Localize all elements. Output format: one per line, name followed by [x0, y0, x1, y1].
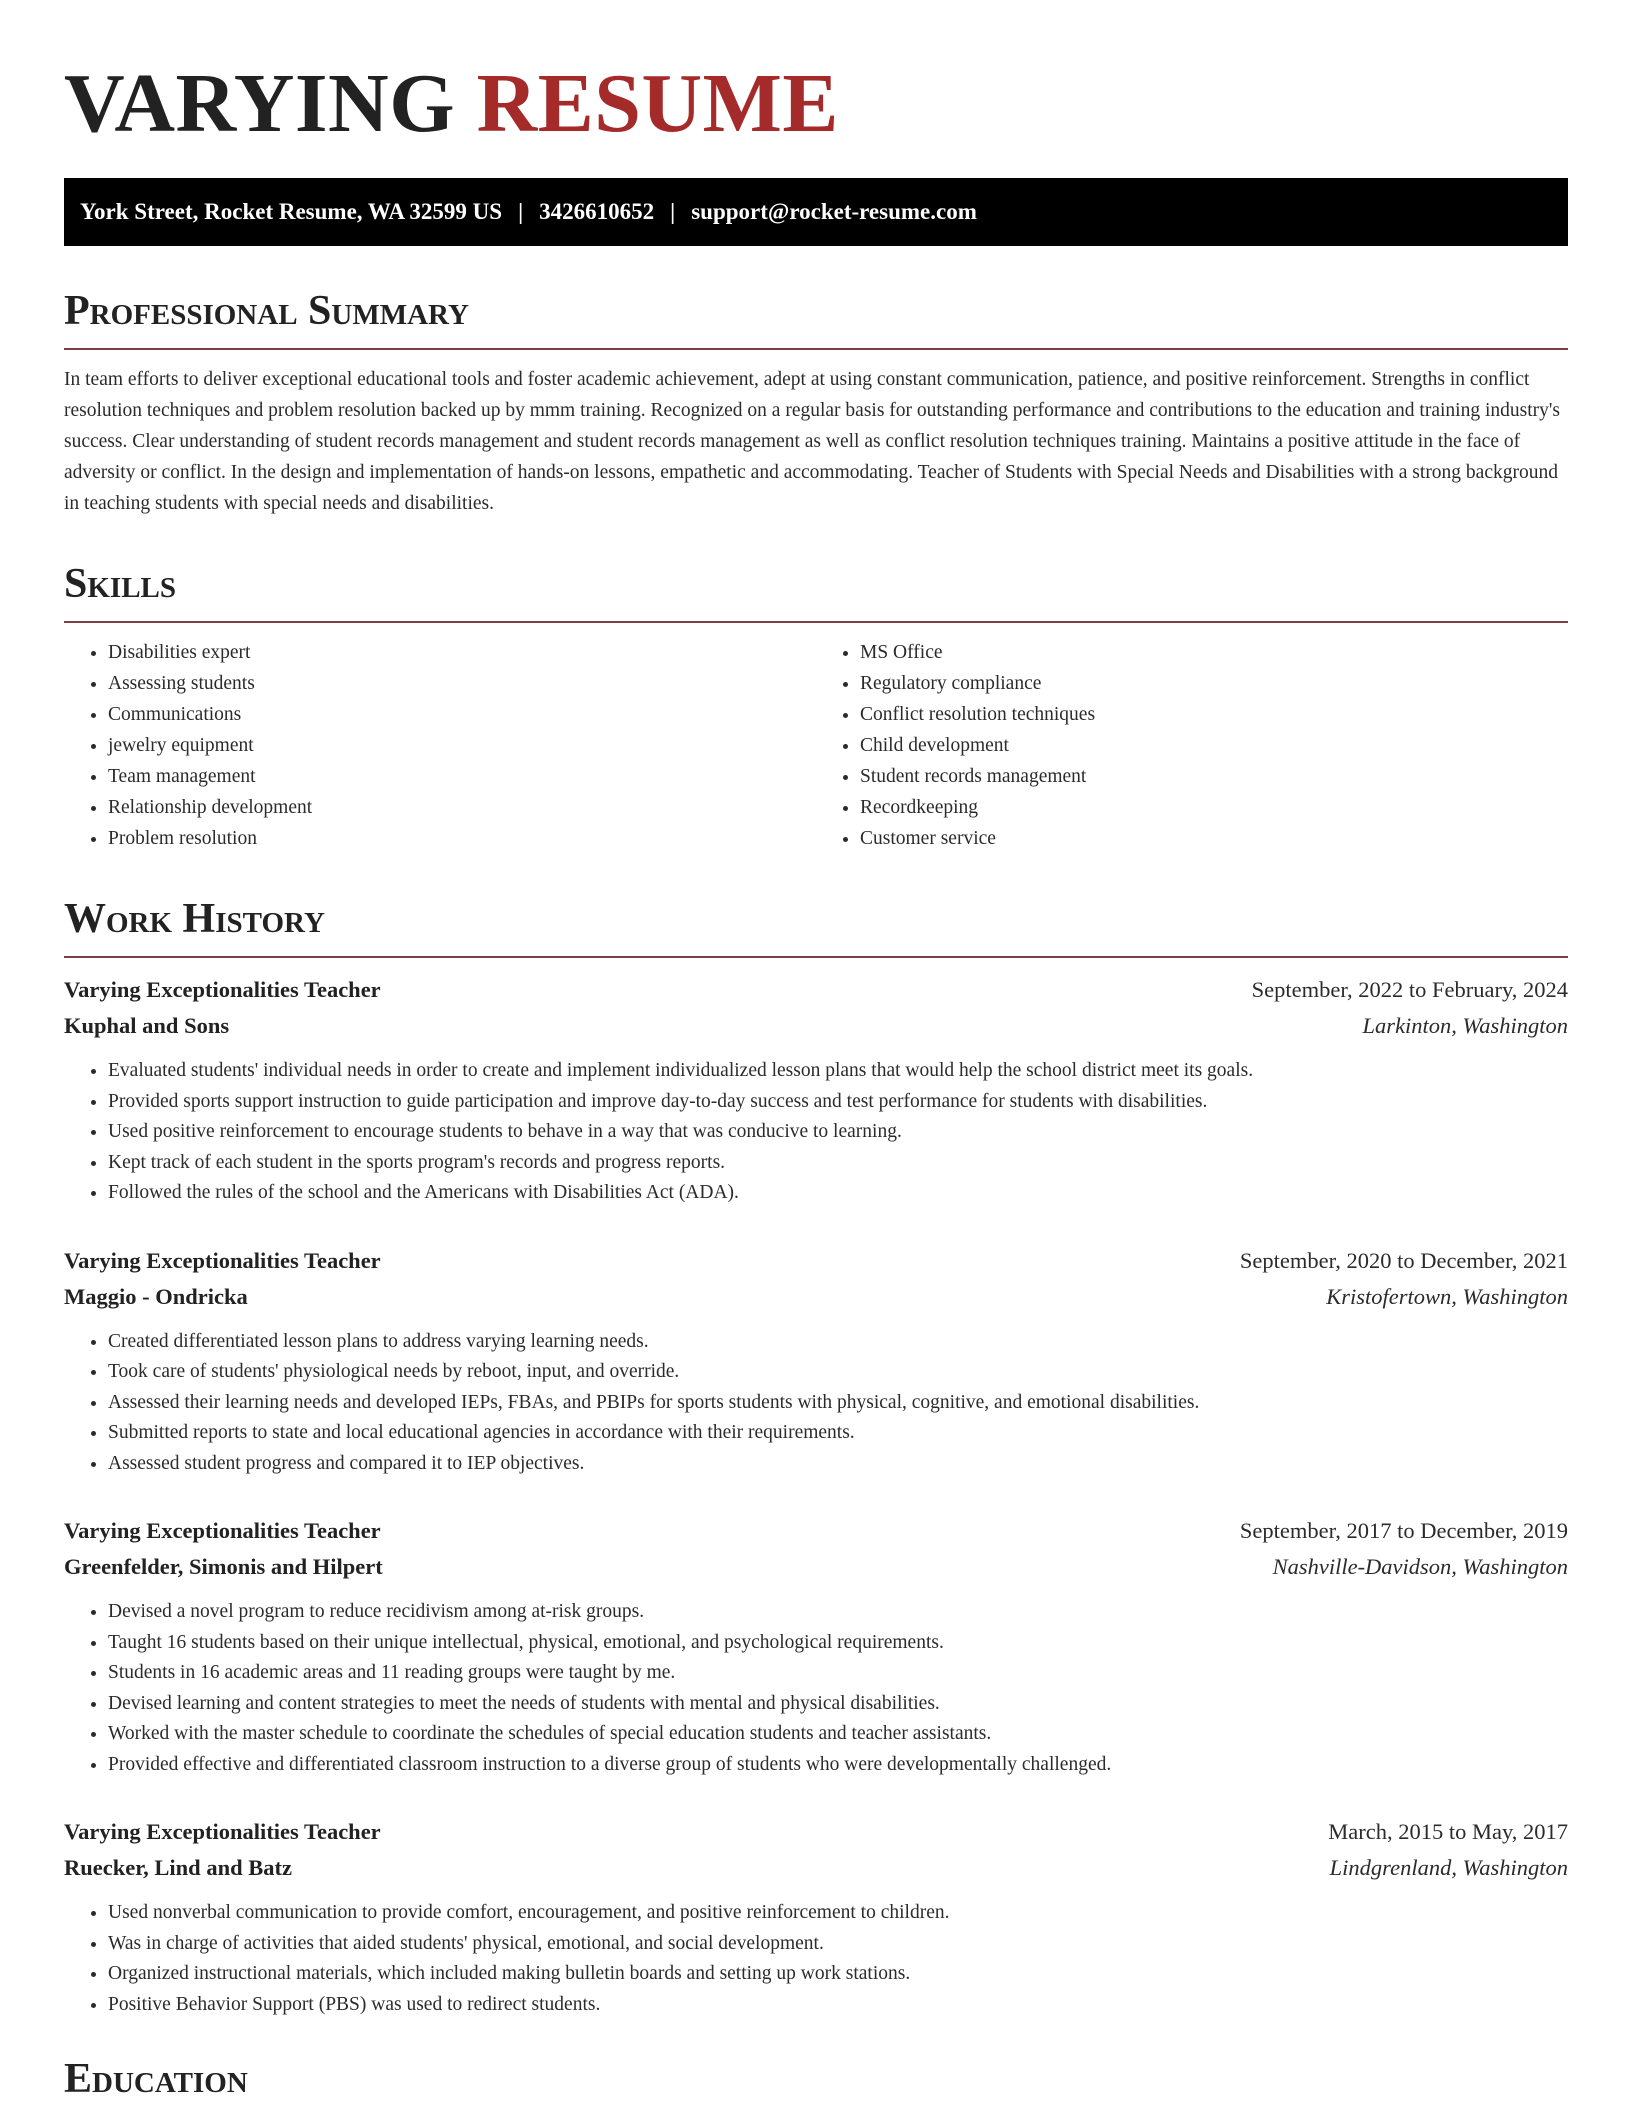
job-bullet: • Students in 16 academic areas and 11 reading groups were taught by me. [108, 1658, 1568, 1689]
job-bullet: • Worked with the master schedule to coordinate the schedules of special education students and teacher assistants. [108, 1719, 1568, 1750]
job-bullets [64, 1327, 1568, 1480]
job-location: Lindgrenland, Washington [1329, 1855, 1568, 1880]
job-header-row [64, 1814, 1568, 1850]
job-bullet: • Created differentiated lesson plans to address varying learning needs. [108, 1327, 1568, 1358]
job-header-row [64, 1243, 1568, 1279]
contact-email: support@rocket-resume.com [691, 199, 977, 224]
job-bullet: • Was in charge of activities that aided students' physical, emotional, and social development. [108, 1929, 1568, 1960]
job-bullet: • Took care of students' physiological needs by reboot, input, and override. [108, 1357, 1568, 1388]
skill-item: • Team management [108, 761, 816, 792]
resume-name [64, 56, 1568, 152]
job-bullet: • Provided effective and differentiated classroom instruction to a diverse group of students who were developmentally challenged. [108, 1750, 1568, 1781]
job-company: Kuphal and Sons [64, 1013, 230, 1038]
skill-item: • jewelry equipment [108, 730, 816, 761]
skill-item: • Relationship development [108, 792, 816, 823]
work-history-section [64, 894, 1568, 2020]
skill-item: • Communications [108, 699, 816, 730]
job-entry [64, 1513, 1568, 1780]
job-title: Varying Exceptionalities Teacher [64, 1819, 381, 1844]
contact-address: York Street, Rocket Resume, WA 32599 US [80, 199, 503, 224]
summary-title: Professional Summary [64, 288, 469, 334]
job-title: Varying Exceptionalities Teacher [64, 1247, 381, 1273]
skill-item: • Problem resolution [108, 823, 816, 854]
job-bullet: • Devised a novel program to reduce recidivism among at-risk groups. [108, 1597, 1568, 1628]
job-company-row [64, 1279, 1568, 1315]
job-bullet: • Positive Behavior Support (PBS) was used to redirect students. [108, 1990, 1568, 2021]
skill-item: • Regulatory compliance [860, 668, 1568, 699]
job-bullet: • Used positive reinforcement to encourage students to behave in a way that was conducive to learning. [108, 1117, 1568, 1148]
job-dates: September, 2017 to December, 2019 [1239, 1518, 1568, 1543]
work-history-title: Work History [64, 896, 325, 942]
job-dates: September, 2020 to December, 2021 [1239, 1247, 1568, 1273]
skill-item: • Assessing students [108, 668, 816, 699]
job-bullet: • Kept track of each student in the sports program's records and progress reports. [108, 1148, 1568, 1179]
job-bullet: • Assessed student progress and compared it to IEP objectives. [108, 1449, 1568, 1480]
education-title: Education [64, 2056, 248, 2102]
skill-item: • MS Office [860, 637, 1568, 668]
skills-columns [64, 637, 1568, 854]
skill-item: • Disabilities expert [108, 637, 816, 668]
summary-text: In team efforts to deliver exceptional educational tools and foster academic achievement, adept at using constant communication, patience, and positive reinforcement. Strengths in conflict resolution techniques and problem resolution backed up by mmm training. Recognized on a regular basis for outstanding performance and contributions to the education and training industry's success. Clear understanding of student records management and student records management as well as conflict resolution techniques training. Maintains a positive attitude in the face of adversity or conflict. In the design and implementation of hands-on lessons, empathetic and accommodating. Teacher of Students with Special Needs and Disabilities with a strong background in teaching students with special needs and disabilities. [64, 369, 1560, 514]
job-bullet: • Followed the rules of the school and the Americans with Disabilities Act (ADA). [108, 1178, 1568, 1209]
job-entry [64, 1243, 1568, 1480]
contact-separator: | [518, 199, 524, 224]
job-company-row [64, 1850, 1568, 1886]
job-company: Ruecker, Lind and Batz [64, 1855, 292, 1880]
skills-list-left [64, 637, 816, 854]
skills-section [64, 559, 1568, 854]
contact-separator: | [670, 199, 676, 224]
job-entry [64, 1814, 1568, 2020]
skill-item: • Conflict resolution techniques [860, 699, 1568, 730]
job-header-row [64, 1513, 1568, 1549]
job-bullet: • Used nonverbal communication to provide comfort, encouragement, and positive reinforcement to children. [108, 1898, 1568, 1929]
contact-bar [64, 178, 1568, 246]
skill-item: • Recordkeeping [860, 792, 1568, 823]
job-location: Larkinton, Washington [1362, 1013, 1568, 1038]
section-divider [64, 621, 1568, 623]
contact-phone: 3426610652 [539, 199, 655, 224]
job-company-row [64, 1549, 1568, 1585]
job-header-row [64, 972, 1568, 1008]
job-bullet: • Assessed their learning needs and developed IEPs, FBAs, and PBIPs for sports students with physical, cognitive, and emotional disabilities. [108, 1388, 1568, 1419]
job-location: Kristofertown, Washington [1326, 1283, 1568, 1309]
last-name: RESUME [476, 57, 839, 150]
job-company-row [64, 1008, 1568, 1044]
job-bullet: • Submitted reports to state and local educational agencies in accordance with their requirements. [108, 1418, 1568, 1449]
job-bullet: • Taught 16 students based on their unique intellectual, physical, emotional, and psychological requirements. [108, 1628, 1568, 1659]
job-bullets [64, 1597, 1568, 1780]
summary-section [64, 286, 1568, 519]
job-bullet: • Evaluated students' individual needs in order to create and implement individualized lesson plans that would help the school district meet its goals. [108, 1056, 1568, 1087]
job-bullets [64, 1056, 1568, 1209]
section-divider [64, 348, 1568, 350]
job-entry [64, 972, 1568, 1209]
job-bullets [64, 1898, 1568, 2020]
job-dates: September, 2022 to February, 2024 [1251, 977, 1568, 1002]
job-bullet: • Organized instructional materials, which included making bulletin boards and setting up work stations. [108, 1959, 1568, 1990]
first-name: VARYING [64, 57, 456, 150]
job-title: Varying Exceptionalities Teacher [64, 977, 381, 1002]
job-dates: March, 2015 to May, 2017 [1328, 1819, 1568, 1844]
skills-title: Skills [64, 561, 177, 607]
section-divider [64, 956, 1568, 958]
skill-item: • Customer service [860, 823, 1568, 854]
job-company: Greenfelder, Simonis and Hilpert [64, 1554, 383, 1579]
job-bullet: • Provided sports support instruction to guide participation and improve day-to-day success and test performance for students with disabilities. [108, 1087, 1568, 1118]
job-title: Varying Exceptionalities Teacher [64, 1518, 381, 1543]
skill-item: • Child development [860, 730, 1568, 761]
job-bullet: • Devised learning and content strategies to meet the needs of students with mental and physical disabilities. [108, 1689, 1568, 1720]
education-section [64, 2054, 1568, 2104]
skill-item: • Student records management [860, 761, 1568, 792]
skills-list-right [816, 637, 1568, 854]
job-company: Maggio - Ondricka [64, 1283, 248, 1309]
job-location: Nashville-Davidson, Washington [1272, 1554, 1568, 1579]
